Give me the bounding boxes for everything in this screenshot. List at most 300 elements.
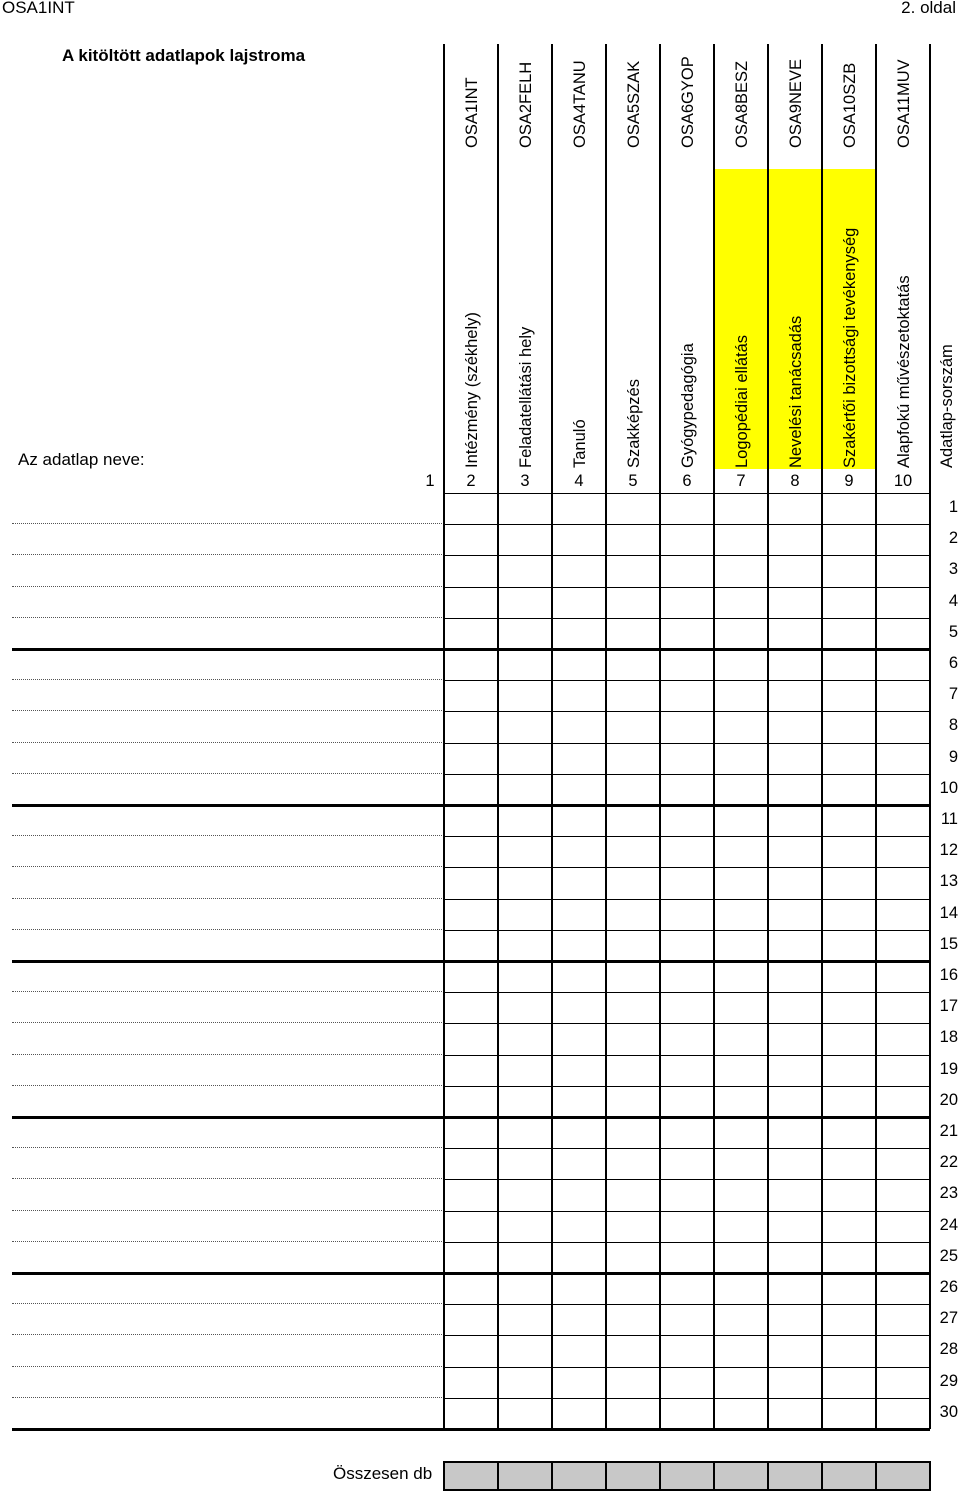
total-cell[interactable] [661,1463,715,1489]
row-name-dotted-line[interactable] [12,586,442,587]
table-cell[interactable] [661,1369,712,1396]
table-cell[interactable] [661,1337,712,1364]
table-cell[interactable] [769,682,820,709]
table-cell[interactable] [499,1119,550,1146]
table-cell[interactable] [553,838,604,865]
table-cell[interactable] [499,1088,550,1115]
table-cell[interactable] [607,1025,658,1052]
total-cell[interactable] [553,1463,607,1489]
table-cell[interactable] [877,1088,928,1115]
table-cell[interactable] [877,495,928,522]
table-cell[interactable] [553,1088,604,1115]
table-cell[interactable] [499,932,550,959]
table-cell[interactable] [445,620,496,647]
table-cell[interactable] [715,1181,766,1208]
table-cell[interactable] [877,838,928,865]
table-cell[interactable] [499,901,550,928]
row-name-dotted-line[interactable] [12,742,442,743]
table-cell[interactable] [607,1181,658,1208]
table-cell[interactable] [553,713,604,740]
table-cell[interactable] [715,651,766,678]
table-cell[interactable] [553,807,604,834]
table-cell[interactable] [661,1213,712,1240]
table-cell[interactable] [715,901,766,928]
table-cell[interactable] [823,963,874,990]
table-cell[interactable] [823,1181,874,1208]
row-name-dotted-line[interactable] [12,1054,442,1055]
table-cell[interactable] [877,745,928,772]
table-cell[interactable] [553,1181,604,1208]
table-cell[interactable] [445,869,496,896]
table-cell[interactable] [607,589,658,616]
table-cell[interactable] [553,1369,604,1396]
table-cell[interactable] [715,838,766,865]
table-cell[interactable] [769,838,820,865]
table-cell[interactable] [607,1244,658,1271]
table-cell[interactable] [877,901,928,928]
table-cell[interactable] [661,1306,712,1333]
table-cell[interactable] [553,963,604,990]
table-cell[interactable] [607,1369,658,1396]
table-cell[interactable] [607,713,658,740]
table-cell[interactable] [823,1244,874,1271]
table-cell[interactable] [823,1306,874,1333]
table-cell[interactable] [715,1306,766,1333]
table-cell[interactable] [877,1369,928,1396]
table-cell[interactable] [877,963,928,990]
table-cell[interactable] [445,745,496,772]
table-cell[interactable] [823,869,874,896]
table-cell[interactable] [661,1088,712,1115]
row-name-dotted-line[interactable] [12,1085,442,1086]
table-cell[interactable] [877,1057,928,1084]
row-name-dotted-line[interactable] [12,898,442,899]
table-cell[interactable] [607,901,658,928]
row-name-dotted-line[interactable] [12,1366,442,1367]
table-cell[interactable] [823,526,874,553]
table-cell[interactable] [823,1057,874,1084]
table-cell[interactable] [445,1213,496,1240]
table-cell[interactable] [499,1275,550,1302]
table-cell[interactable] [445,682,496,709]
table-cell[interactable] [715,1150,766,1177]
table-cell[interactable] [877,620,928,647]
table-cell[interactable] [715,745,766,772]
row-name-dotted-line[interactable] [12,1147,442,1148]
table-cell[interactable] [499,1369,550,1396]
table-cell[interactable] [769,776,820,803]
table-cell[interactable] [607,651,658,678]
table-cell[interactable] [877,1244,928,1271]
table-cell[interactable] [607,745,658,772]
table-cell[interactable] [499,994,550,1021]
row-name-dotted-line[interactable] [12,1178,442,1179]
table-cell[interactable] [769,1400,820,1427]
row-name-dotted-line[interactable] [12,1397,442,1398]
table-cell[interactable] [553,1025,604,1052]
table-cell[interactable] [661,495,712,522]
table-cell[interactable] [553,1400,604,1427]
table-cell[interactable] [607,838,658,865]
table-cell[interactable] [877,651,928,678]
table-cell[interactable] [553,1119,604,1146]
table-cell[interactable] [445,1088,496,1115]
table-cell[interactable] [715,682,766,709]
table-cell[interactable] [715,1088,766,1115]
table-cell[interactable] [823,589,874,616]
table-cell[interactable] [769,1181,820,1208]
table-cell[interactable] [769,1306,820,1333]
table-cell[interactable] [877,807,928,834]
table-cell[interactable] [445,932,496,959]
table-cell[interactable] [499,869,550,896]
table-cell[interactable] [499,807,550,834]
table-cell[interactable] [877,869,928,896]
table-cell[interactable] [445,963,496,990]
table-cell[interactable] [607,557,658,584]
table-cell[interactable] [445,1400,496,1427]
table-cell[interactable] [499,1057,550,1084]
table-cell[interactable] [499,1337,550,1364]
table-cell[interactable] [499,1244,550,1271]
table-cell[interactable] [877,776,928,803]
table-cell[interactable] [607,1337,658,1364]
table-cell[interactable] [769,620,820,647]
table-cell[interactable] [661,1244,712,1271]
table-cell[interactable] [607,1088,658,1115]
table-cell[interactable] [823,557,874,584]
table-cell[interactable] [823,901,874,928]
table-cell[interactable] [499,745,550,772]
table-cell[interactable] [607,526,658,553]
table-cell[interactable] [769,1088,820,1115]
table-cell[interactable] [661,682,712,709]
row-name-dotted-line[interactable] [12,929,442,930]
table-cell[interactable] [823,1025,874,1052]
table-cell[interactable] [553,1213,604,1240]
table-cell[interactable] [661,1150,712,1177]
table-cell[interactable] [823,1369,874,1396]
table-cell[interactable] [661,713,712,740]
table-cell[interactable] [715,495,766,522]
table-cell[interactable] [445,1337,496,1364]
table-cell[interactable] [553,589,604,616]
table-cell[interactable] [715,1244,766,1271]
table-cell[interactable] [769,1213,820,1240]
total-cell[interactable] [823,1463,877,1489]
table-cell[interactable] [715,1119,766,1146]
row-name-dotted-line[interactable] [12,773,442,774]
table-cell[interactable] [661,1181,712,1208]
row-name-dotted-line[interactable] [12,710,442,711]
table-cell[interactable] [553,620,604,647]
table-cell[interactable] [877,1306,928,1333]
table-cell[interactable] [607,1057,658,1084]
table-cell[interactable] [823,1150,874,1177]
table-cell[interactable] [769,994,820,1021]
table-cell[interactable] [823,713,874,740]
table-cell[interactable] [445,1025,496,1052]
table-cell[interactable] [877,682,928,709]
row-name-dotted-line[interactable] [12,554,442,555]
table-cell[interactable] [715,589,766,616]
table-cell[interactable] [445,589,496,616]
row-name-dotted-line[interactable] [12,1334,442,1335]
table-cell[interactable] [823,495,874,522]
table-cell[interactable] [715,1369,766,1396]
table-cell[interactable] [607,1306,658,1333]
table-cell[interactable] [499,963,550,990]
table-cell[interactable] [661,1025,712,1052]
table-cell[interactable] [769,1057,820,1084]
table-cell[interactable] [823,932,874,959]
table-cell[interactable] [553,1057,604,1084]
table-cell[interactable] [445,557,496,584]
table-cell[interactable] [715,1400,766,1427]
table-cell[interactable] [607,495,658,522]
table-cell[interactable] [877,1275,928,1302]
table-cell[interactable] [553,682,604,709]
table-cell[interactable] [499,557,550,584]
table-cell[interactable] [445,901,496,928]
table-cell[interactable] [445,713,496,740]
table-cell[interactable] [715,1057,766,1084]
table-cell[interactable] [823,745,874,772]
table-cell[interactable] [661,651,712,678]
table-cell[interactable] [607,963,658,990]
table-cell[interactable] [877,1337,928,1364]
total-cell[interactable] [769,1463,823,1489]
table-cell[interactable] [445,1119,496,1146]
table-cell[interactable] [715,557,766,584]
table-cell[interactable] [661,526,712,553]
table-cell[interactable] [445,1369,496,1396]
table-cell[interactable] [769,651,820,678]
table-cell[interactable] [769,713,820,740]
table-cell[interactable] [823,682,874,709]
table-cell[interactable] [823,838,874,865]
table-cell[interactable] [823,1400,874,1427]
table-cell[interactable] [499,526,550,553]
table-cell[interactable] [499,713,550,740]
table-cell[interactable] [499,1306,550,1333]
table-cell[interactable] [769,1244,820,1271]
table-cell[interactable] [661,776,712,803]
table-cell[interactable] [661,838,712,865]
table-cell[interactable] [769,1150,820,1177]
row-name-dotted-line[interactable] [12,866,442,867]
table-cell[interactable] [499,838,550,865]
table-cell[interactable] [445,651,496,678]
table-cell[interactable] [553,1306,604,1333]
table-cell[interactable] [553,526,604,553]
table-cell[interactable] [715,1025,766,1052]
table-cell[interactable] [445,807,496,834]
table-cell[interactable] [877,526,928,553]
table-cell[interactable] [715,994,766,1021]
table-cell[interactable] [445,1057,496,1084]
table-cell[interactable] [553,776,604,803]
row-name-dotted-line[interactable] [12,523,442,524]
table-cell[interactable] [499,495,550,522]
table-cell[interactable] [661,869,712,896]
table-cell[interactable] [553,869,604,896]
table-cell[interactable] [877,1119,928,1146]
table-cell[interactable] [715,713,766,740]
table-cell[interactable] [607,807,658,834]
table-cell[interactable] [715,807,766,834]
table-cell[interactable] [553,1275,604,1302]
table-cell[interactable] [715,620,766,647]
table-cell[interactable] [769,526,820,553]
table-cell[interactable] [769,589,820,616]
table-cell[interactable] [499,1181,550,1208]
row-name-dotted-line[interactable] [12,617,442,618]
table-cell[interactable] [499,682,550,709]
total-cell[interactable] [499,1463,553,1489]
table-cell[interactable] [607,1119,658,1146]
table-cell[interactable] [661,963,712,990]
table-cell[interactable] [769,745,820,772]
table-cell[interactable] [823,651,874,678]
total-cell[interactable] [445,1463,499,1489]
row-name-dotted-line[interactable] [12,1210,442,1211]
table-cell[interactable] [661,807,712,834]
table-cell[interactable] [607,682,658,709]
table-cell[interactable] [823,776,874,803]
table-cell[interactable] [445,526,496,553]
table-cell[interactable] [499,620,550,647]
table-cell[interactable] [769,901,820,928]
table-cell[interactable] [769,1369,820,1396]
table-cell[interactable] [553,557,604,584]
table-cell[interactable] [877,1400,928,1427]
table-cell[interactable] [607,620,658,647]
table-cell[interactable] [445,495,496,522]
table-cell[interactable] [499,589,550,616]
table-cell[interactable] [661,932,712,959]
table-cell[interactable] [661,1275,712,1302]
table-cell[interactable] [445,1150,496,1177]
table-cell[interactable] [445,838,496,865]
table-cell[interactable] [661,745,712,772]
table-cell[interactable] [769,1275,820,1302]
table-cell[interactable] [715,1275,766,1302]
table-cell[interactable] [715,776,766,803]
table-cell[interactable] [607,776,658,803]
table-cell[interactable] [823,1088,874,1115]
table-cell[interactable] [445,994,496,1021]
table-cell[interactable] [607,1400,658,1427]
row-name-dotted-line[interactable] [12,679,442,680]
table-cell[interactable] [607,994,658,1021]
table-cell[interactable] [715,1337,766,1364]
table-cell[interactable] [553,495,604,522]
table-cell[interactable] [553,994,604,1021]
table-cell[interactable] [445,1181,496,1208]
table-cell[interactable] [877,1025,928,1052]
table-cell[interactable] [823,1337,874,1364]
table-cell[interactable] [553,1337,604,1364]
table-cell[interactable] [715,963,766,990]
table-cell[interactable] [553,745,604,772]
table-cell[interactable] [553,932,604,959]
table-cell[interactable] [769,1119,820,1146]
table-cell[interactable] [823,1119,874,1146]
table-cell[interactable] [661,557,712,584]
table-cell[interactable] [769,495,820,522]
table-cell[interactable] [769,932,820,959]
total-cell[interactable] [607,1463,661,1489]
table-cell[interactable] [715,526,766,553]
table-cell[interactable] [607,1150,658,1177]
table-cell[interactable] [445,776,496,803]
table-cell[interactable] [553,1244,604,1271]
table-cell[interactable] [607,1213,658,1240]
table-cell[interactable] [877,589,928,616]
table-cell[interactable] [445,1306,496,1333]
table-cell[interactable] [769,807,820,834]
table-cell[interactable] [769,1337,820,1364]
table-cell[interactable] [661,1400,712,1427]
table-cell[interactable] [499,776,550,803]
table-cell[interactable] [715,869,766,896]
total-cell[interactable] [715,1463,769,1489]
table-cell[interactable] [499,1213,550,1240]
table-cell[interactable] [661,620,712,647]
table-cell[interactable] [877,1150,928,1177]
table-cell[interactable] [769,557,820,584]
table-cell[interactable] [823,1213,874,1240]
table-cell[interactable] [661,1057,712,1084]
row-name-dotted-line[interactable] [12,835,442,836]
table-cell[interactable] [499,651,550,678]
row-name-dotted-line[interactable] [12,991,442,992]
table-cell[interactable] [607,932,658,959]
table-cell[interactable] [661,994,712,1021]
table-cell[interactable] [769,869,820,896]
table-cell[interactable] [769,963,820,990]
table-cell[interactable] [769,1025,820,1052]
table-cell[interactable] [661,589,712,616]
row-name-dotted-line[interactable] [12,1022,442,1023]
table-cell[interactable] [499,1025,550,1052]
table-cell[interactable] [877,713,928,740]
table-cell[interactable] [823,620,874,647]
total-cell[interactable] [877,1463,931,1489]
table-cell[interactable] [715,1213,766,1240]
table-cell[interactable] [553,1150,604,1177]
table-cell[interactable] [877,1181,928,1208]
table-cell[interactable] [499,1400,550,1427]
table-cell[interactable] [877,994,928,1021]
table-cell[interactable] [661,901,712,928]
table-cell[interactable] [553,651,604,678]
table-cell[interactable] [877,557,928,584]
table-cell[interactable] [877,1213,928,1240]
table-cell[interactable] [715,932,766,959]
table-cell[interactable] [823,807,874,834]
table-cell[interactable] [823,1275,874,1302]
table-cell[interactable] [499,1150,550,1177]
table-cell[interactable] [445,1244,496,1271]
table-cell[interactable] [553,901,604,928]
row-name-dotted-line[interactable] [12,1303,442,1304]
row-name-dotted-line[interactable] [12,1241,442,1242]
table-cell[interactable] [607,869,658,896]
table-cell[interactable] [607,1275,658,1302]
table-cell[interactable] [445,1275,496,1302]
